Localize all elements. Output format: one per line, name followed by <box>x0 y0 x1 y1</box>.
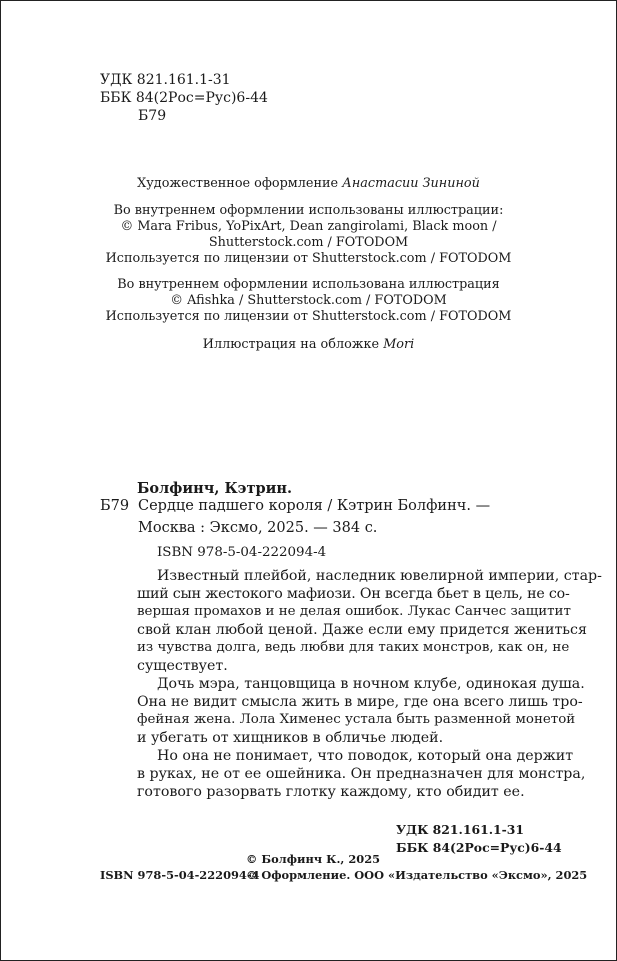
copyright-design: © Оформление. ООО «Издательство «Эксмо», 2025 <box>246 868 588 882</box>
catalog-author: Болфинч, Кэтрин. <box>137 480 292 497</box>
footer-isbn: ISBN 978-5-04-222094-4 <box>100 868 260 882</box>
udk-header: УДК 821.161.1-31 <box>100 72 231 88</box>
annotation-line: фейная жена. Лола Хименес устала быть разменной монетой <box>137 712 576 727</box>
annotation-line: ший сын жестокого мафиози. Он всегда бьет в цель, не со- <box>137 586 570 602</box>
license-line: Используется по лицензии от Shutterstock.com / FOTODOM <box>105 309 512 324</box>
annotation-line: свой клан любой ценой. Даже если ему придется жениться <box>137 622 587 638</box>
illustration-credit-line: Shutterstock.com / FOTODOM <box>208 235 409 250</box>
author-code-header: Б79 <box>138 108 167 124</box>
copyright-author: © Болфинч К., 2025 <box>246 852 381 866</box>
design-credit-name: Анастасии Зининой <box>342 176 480 191</box>
illustration-credit-line: © Mara Fribus, YoPixArt, Dean zangirolami, Black moon / <box>120 219 497 234</box>
catalog-isbn: ISBN 978-5-04-222094-4 <box>157 545 327 560</box>
cover-credit-prefix: Иллюстрация на обложке <box>202 337 384 352</box>
catalog-code: Б79 <box>100 498 130 514</box>
cover-credit <box>0 337 617 352</box>
license-line: Используется по лицензии от Shutterstock.com / FOTODOM <box>105 251 512 266</box>
annotation-line: Известный плейбой, наследник ювелирной империи, стар- <box>157 568 602 584</box>
illustration-credit-line: Во внутреннем оформлении использованы иллюстрации: <box>113 203 504 218</box>
annotation-line: Но она не понимает, что поводок, который она держит <box>157 748 574 764</box>
illustration-credit-line: © Afishka / Shutterstock.com / FOTODOM <box>170 293 447 308</box>
annotation-line: и убегать от хищников в обличье людей. <box>137 730 444 746</box>
catalog-title: Сердце падшего короля / Кэтрин Болфинч. — <box>138 498 491 514</box>
cover-credit-name: Mori <box>383 337 415 352</box>
annotation-line: в руках, не от ее ошейника. Он предназначен для монстра, <box>137 766 586 782</box>
design-credit-prefix: Художественное оформление <box>137 176 343 191</box>
annotation-line: Дочь мэра, танцовщица в ночном клубе, одинокая душа. <box>157 676 585 692</box>
annotation-line: существует. <box>137 658 228 674</box>
catalog-imprint: Москва : Эксмо, 2025. — 384 с. <box>138 520 378 536</box>
annotation-line: из чувства долга, ведь любви для таких монстров, как он, не <box>137 640 570 655</box>
illustration-credit-line: Во внутреннем оформлении использована иллюстрация <box>117 277 500 292</box>
bbk-classification: ББК 84(2Рос=Рус)6-44 <box>396 840 562 855</box>
udk-classification: УДК 821.161.1-31 <box>396 822 525 837</box>
design-credit <box>0 176 617 191</box>
annotation-line: вершая промахов и не делая ошибок. Лукас Санчес защитит <box>137 604 571 619</box>
bbk-header: ББК 84(2Рос=Рус)6-44 <box>100 90 268 106</box>
annotation-line: Она не видит смысла жить в мире, где она всего лишь тро- <box>137 694 583 710</box>
annotation-line: готового разорвать глотку каждому, кто обидит ее. <box>137 784 525 800</box>
